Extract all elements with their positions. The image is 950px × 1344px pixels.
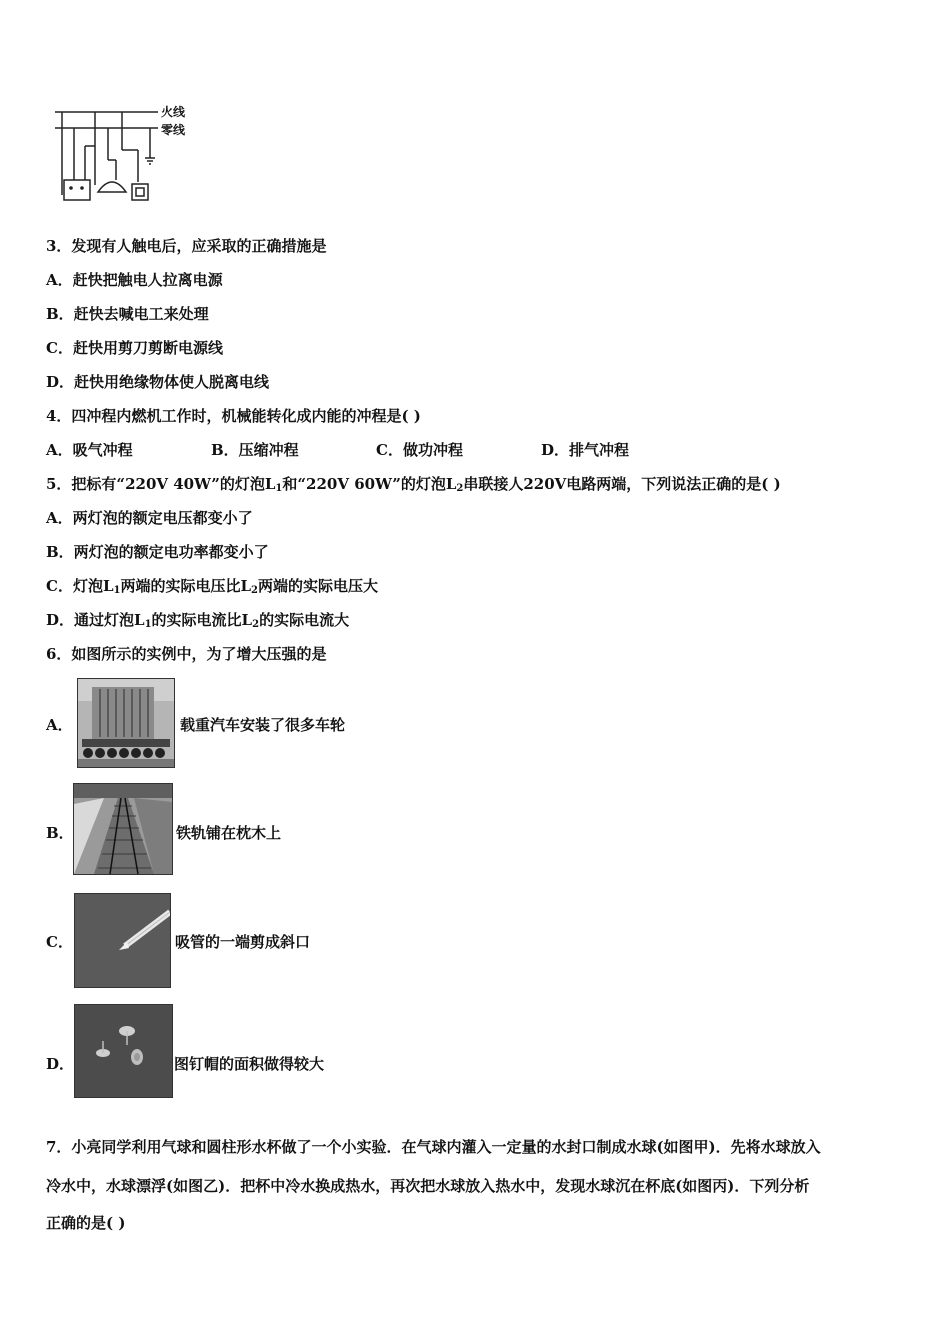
q3-option-d: D．赶快用绝缘物体使人脱离电线 (46, 373, 270, 391)
q6-stem: 6．如图所示的实例中，为了增大压强的是 (46, 645, 327, 663)
live-wire-label: 火线 (161, 105, 186, 119)
q6-option-c-text: 吸管的一端剪成斜口 (175, 933, 311, 951)
q7-line-2: 冷水中，水球漂浮(如图乙)．把杯中冷水换成热水，再次把水球放入热水中，发现水球沉在杯底(如图丙)．下列分析 (46, 1177, 810, 1195)
q4-option-b: B．压缩冲程 (211, 441, 299, 459)
q6-option-a-letter: A． (46, 716, 73, 734)
q3-option-b: B．赶快去喊电工来处理 (46, 305, 209, 323)
q4-options (46, 440, 629, 460)
circuit-diagram (50, 100, 200, 210)
railway-photo (73, 783, 173, 875)
q3-option-a: A．赶快把触电人拉离电源 (46, 271, 223, 289)
q6-option-c-letter: C． (46, 933, 73, 951)
q6-option-b-text: 铁轨铺在枕木上 (176, 824, 282, 842)
q6-option-a-text: 载重汽车安装了很多车轮 (180, 716, 346, 734)
q5-option-c: C．灯泡$L_1$两端的实际电压比$L_2$两端的实际电压大 (46, 577, 379, 596)
neutral-wire-label: 零线 (161, 123, 186, 137)
thumbtack-photo (74, 1004, 173, 1098)
q6-option-d-letter: D． (46, 1055, 75, 1073)
q6-option-d-text: 图钉帽的面积做得较大 (174, 1055, 325, 1073)
straw-photo (74, 893, 171, 988)
q5-option-d: D．通过灯泡$L_1$的实际电流比$L_2$的实际电流大 (46, 611, 350, 630)
q6-option-b-letter: B． (46, 824, 74, 842)
q4-option-c: C．做功冲程 (376, 441, 463, 459)
q3-option-c: C．赶快用剪刀剪断电源线 (46, 339, 223, 357)
q5-option-a: A．两灯泡的额定电压都变小了 (46, 509, 253, 527)
q7-line-1: 7．小亮同学利用气球和圆柱形水杯做了一个小实验．在气球内灌入一定量的水封口制成水球(如图甲)．先将水球放入 (46, 1138, 821, 1156)
q5-option-b: B．两灯泡的额定电功率都变小了 (46, 543, 269, 561)
q5-stem: 5．把标有“220V 40W”的灯泡$L_1$和“220V 60W”的灯泡$L_2$串联接人220V电路两端，下列说法正确的是( ) (46, 475, 781, 494)
q4-option-a: A．吸气冲程 (46, 441, 133, 459)
q7-line-3: 正确的是( ) (46, 1214, 126, 1232)
truck-photo (77, 678, 175, 768)
q4-option-d: D．排气冲程 (541, 441, 630, 459)
q3-stem: 3．发现有人触电后，应采取的正确措施是 (46, 237, 327, 255)
q4-stem: 4．四冲程内燃机工作时，机械能转化成内能的冲程是( ) (46, 407, 421, 425)
